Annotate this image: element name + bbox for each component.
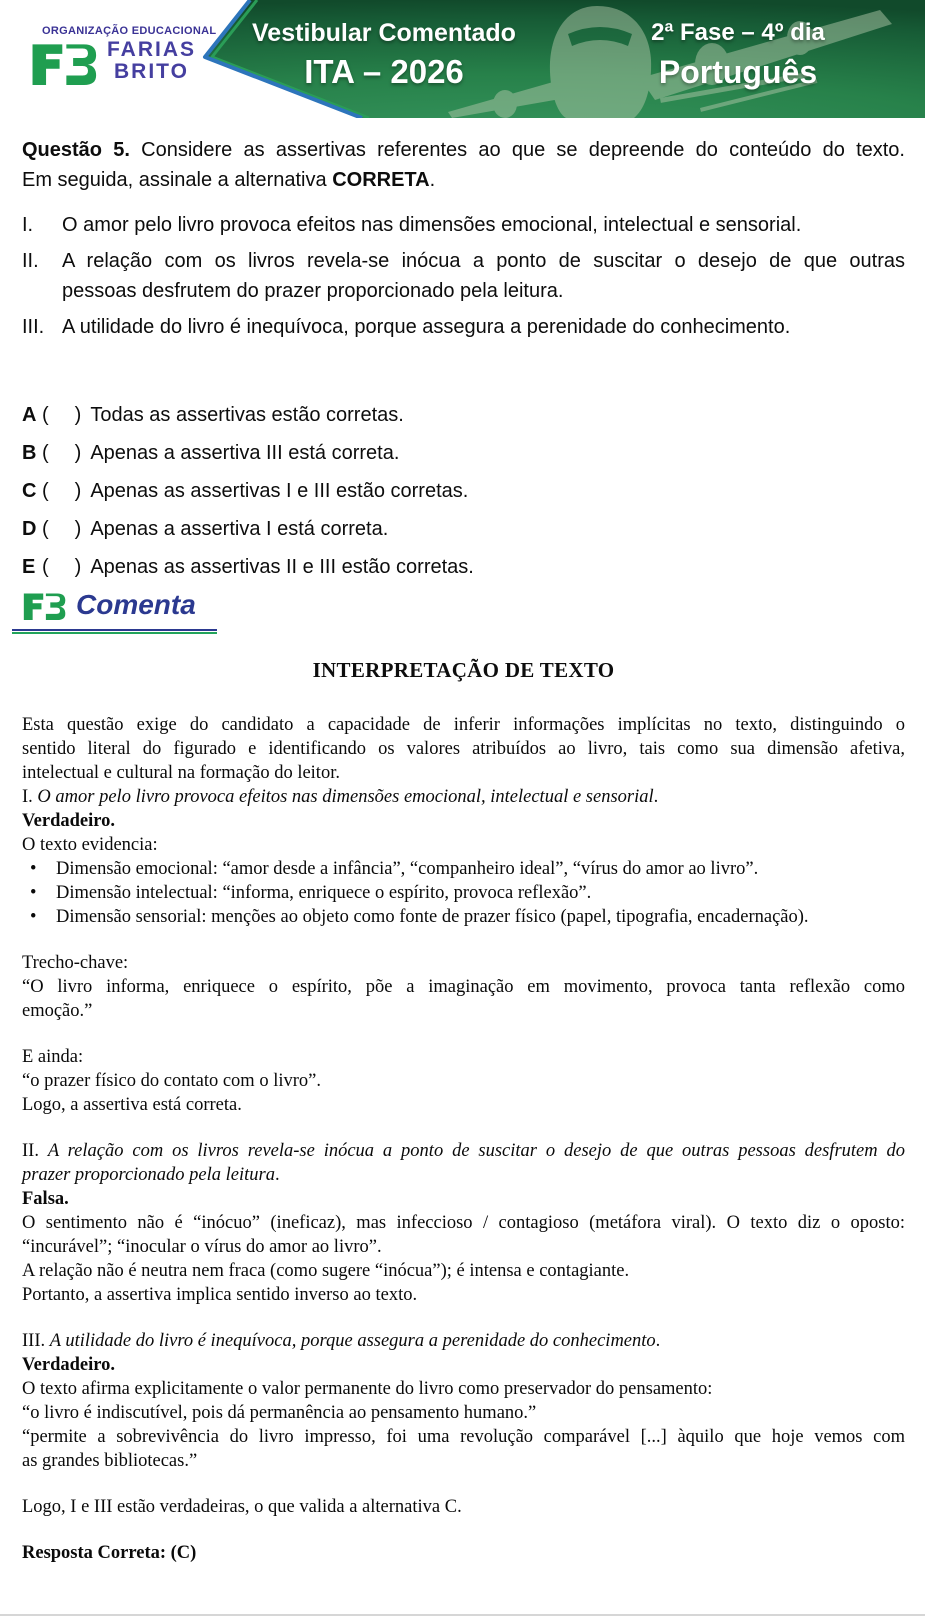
- comment-intro-line: Esta questão exige do candidato a capacidade de inferir informações implícitas no texto, distinguindo o: [22, 715, 905, 735]
- school-logo: [28, 25, 268, 85]
- key-excerpt-quote: emoção.”: [22, 1001, 93, 1021]
- alternative-paren-open: (: [42, 442, 49, 464]
- correct-answer: Resposta Correta: (C): [22, 1543, 197, 1563]
- commentary: [22, 713, 905, 1565]
- alternative-row-c: [22, 476, 905, 506]
- analysis-line: O sentimento não é “inócuo” (ineficaz), mas infeccioso / contagioso (metáfora viral). O texto diz o oposto:: [22, 1213, 905, 1233]
- comenta-underline: [12, 629, 217, 634]
- comment-intro-line: intelectual e cultural na formação do leitor.: [22, 763, 340, 783]
- analysis-line: Portanto, a assertiva implica sentido inverso ao texto.: [22, 1285, 418, 1305]
- bullet-icon: •: [30, 859, 37, 879]
- assertion-restate-2: prazer proporcionado pela leitura.: [22, 1165, 280, 1185]
- alternative-paren-open: (: [42, 518, 49, 540]
- assertion-numeral: I.: [22, 214, 34, 236]
- spacer: [22, 1023, 905, 1045]
- alternative-letter: D: [22, 518, 37, 540]
- question-label: Questão 5.: [22, 139, 130, 161]
- fb-logo-icon: [22, 590, 68, 620]
- alternative-letter: E: [22, 556, 36, 578]
- question-intro-line1: Questão 5. Considere as assertivas referentes ao que se depreende do conteúdo do texto.: [22, 139, 905, 161]
- fb-logo-icon: [28, 39, 102, 85]
- assertion-numeral: II.: [22, 250, 39, 272]
- bullet-text: Dimensão emocional: “amor desde a infância”, “companheiro ideal”, “vírus do amor ao livro”.: [56, 859, 759, 879]
- subject-label: Português: [658, 54, 818, 90]
- assertion-restate-2: II. A relação com os livros revela-se inócua a ponto de suscitar o desejo de que outras pessoas desfrutem do: [22, 1141, 905, 1161]
- bullet-icon: •: [30, 907, 37, 927]
- spacer: [22, 929, 905, 951]
- assertion-item-2: [22, 246, 905, 306]
- final-conclusion: Logo, I e III estão verdadeiras, o que valida a alternativa C.: [22, 1497, 462, 1517]
- assertion-restate-1: I. O amor pelo livro provoca efeitos nas dimensões emocional, intelectual e sensorial.: [22, 787, 659, 807]
- alternative-text: Todas as assertivas estão corretas.: [90, 404, 404, 426]
- spacer: [22, 1307, 905, 1329]
- exam-title: ITA – 2026: [304, 53, 464, 90]
- alternative-paren-close: ): [74, 404, 82, 426]
- assertion-numeral: III.: [22, 316, 45, 338]
- assertion-restate-3: III. A utilidade do livro é inequívoca, porque assegura a perenidade do conhecimento.: [22, 1331, 661, 1351]
- vestibular-title: Vestibular Comentado: [252, 19, 516, 47]
- alternative-text: Apenas a assertiva III está correta.: [90, 442, 400, 464]
- alternative-paren-open: (: [42, 480, 49, 502]
- alternative-row-b: [22, 438, 905, 468]
- alternative-paren-close: ): [74, 556, 82, 578]
- key-excerpt-quote: “O livro informa, enriquece o espírito, põe a imaginação em movimento, provoca tanta reflexão como: [22, 977, 905, 997]
- verdict-1: Verdadeiro.: [22, 811, 116, 831]
- alternative-row-d: [22, 514, 905, 544]
- brand-wordmark: [107, 39, 196, 83]
- phase-label: 2ª Fase – 4º dia: [651, 19, 825, 46]
- assertion-text: O amor pelo livro provoca efeitos nas dimensões emocional, intelectual e sensorial.: [62, 214, 802, 236]
- assertion-text: A relação com os livros revela-se inócua a ponto de suscitar o desejo de que outras pessoas desfrutem do prazer proporcionado pela leitura.: [62, 250, 905, 302]
- evidence-intro: O texto evidencia:: [22, 835, 158, 855]
- alternatives-list: [22, 400, 905, 582]
- document-body: [0, 118, 925, 1565]
- analysis-line: O texto afirma explicitamente o valor permanente do livro como preservador do pensamento:: [22, 1379, 713, 1399]
- fb-comenta-logo: [22, 586, 905, 624]
- brand-brito: BRITO: [114, 60, 189, 83]
- alternative-letter: B: [22, 442, 37, 464]
- assertion-item-3: [22, 312, 905, 342]
- alternative-paren-close: ): [74, 480, 82, 502]
- additional-quote: “o prazer físico do contato com o livro”.: [22, 1071, 321, 1091]
- assertion-item-1: [22, 210, 905, 240]
- key-excerpt-label: Trecho-chave:: [22, 953, 129, 973]
- spacer: [22, 1117, 905, 1139]
- alternative-row-e: [22, 552, 905, 582]
- assertion-text: A utilidade do livro é inequívoca, porque assegura a perenidade do conhecimento.: [62, 316, 791, 338]
- question-intro-line2: Em seguida, assinale a alternativa CORRETA.: [22, 169, 436, 191]
- bullet-text: Dimensão sensorial: menções ao objeto como fonte de prazer físico (papel, tipografia, encadernação).: [56, 907, 809, 927]
- comment-intro-line: sentido literal do figurado e identificando os valores atribuídos ao livro, tais como sua dimensão afetiva,: [22, 739, 905, 759]
- banner-right-titles: [628, 19, 848, 91]
- section-title: INTERPRETAÇÃO DE TEXTO: [312, 658, 615, 682]
- assertions-list: [22, 210, 905, 342]
- evidence-bullet-1: [22, 857, 905, 881]
- conclusion-assertion-1: Logo, a assertiva está correta.: [22, 1095, 242, 1115]
- org-label: ORGANIZAÇÃO EDUCACIONAL: [42, 25, 217, 37]
- alternative-paren-close: ): [74, 442, 82, 464]
- analysis-line: A relação não é neutra nem fraca (como sugere “inócua”); é intensa e contagiante.: [22, 1261, 630, 1281]
- additional-quote-label: E ainda:: [22, 1047, 84, 1067]
- alternative-text: Apenas as assertivas II e III estão corretas.: [90, 556, 474, 578]
- bullet-icon: •: [30, 883, 37, 903]
- verdict-2: Falsa.: [22, 1189, 69, 1209]
- analysis-quote: “o livro é indiscutível, pois dá permanência ao pensamento humano.”: [22, 1403, 537, 1423]
- alternative-paren-open: (: [42, 556, 49, 578]
- alternative-row-a: [22, 400, 905, 430]
- bullet-text: Dimensão intelectual: “informa, enriquece o espírito, provoca reflexão”.: [56, 883, 592, 903]
- alternative-letter: C: [22, 480, 37, 502]
- evidence-bullet-3: [22, 905, 905, 929]
- analysis-quote: “permite a sobrevivência do livro impresso, foi uma revolução comparável [...] àquilo que hoje vemos com: [22, 1427, 905, 1447]
- comenta-label: Comenta: [76, 589, 196, 620]
- banner: [0, 0, 925, 118]
- alternative-text: Apenas as assertivas I e III estão corretas.: [90, 480, 469, 502]
- brand-farias: FARIAS: [107, 38, 197, 61]
- spacer: [22, 1519, 905, 1541]
- alternative-paren-close: ): [74, 518, 82, 540]
- banner-center-titles: [250, 19, 518, 91]
- analysis-quote: as grandes bibliotecas.”: [22, 1451, 198, 1471]
- correta-emphasis: CORRETA: [332, 169, 430, 191]
- alternative-letter: A: [22, 404, 37, 426]
- analysis-line: “incurável”; “inocular o vírus do amor ao livro”.: [22, 1237, 382, 1257]
- spacer: [22, 1473, 905, 1495]
- evidence-bullet-2: [22, 881, 905, 905]
- verdict-3: Verdadeiro.: [22, 1355, 116, 1375]
- alternative-text: Apenas a assertiva I está correta.: [90, 518, 389, 540]
- alternative-paren-open: (: [42, 404, 49, 426]
